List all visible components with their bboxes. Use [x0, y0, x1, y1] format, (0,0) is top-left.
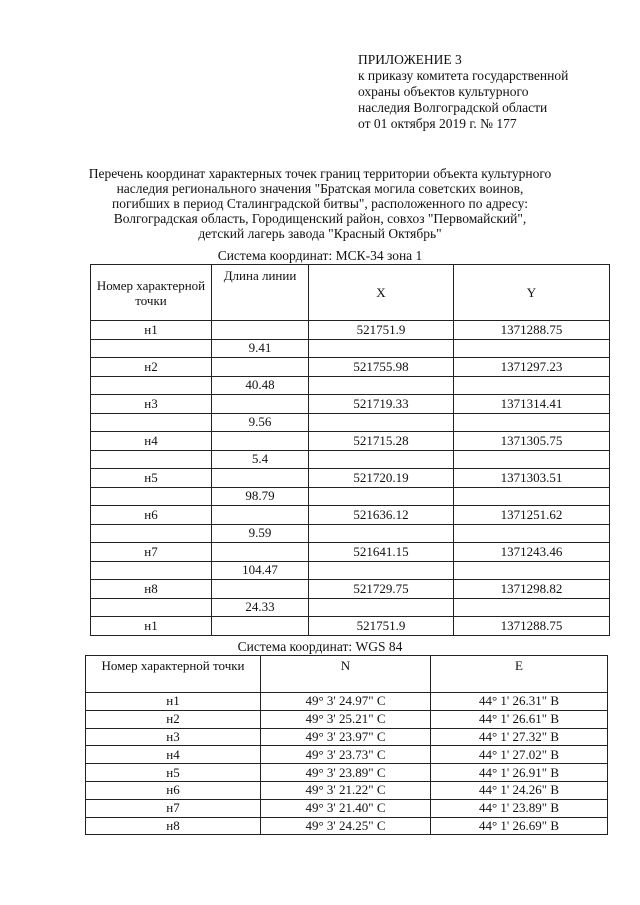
table-row	[86, 764, 608, 782]
segment-row	[91, 450, 610, 469]
document-heading	[70, 166, 570, 241]
table-row	[86, 817, 608, 835]
latitude-cell: 49° 3' 23.89" С	[261, 764, 431, 782]
segment-row	[91, 376, 610, 395]
empty-cell	[91, 376, 212, 395]
point-number-cell: н6	[86, 781, 261, 799]
longitude-cell: 44° 1' 26.91" В	[431, 764, 608, 782]
line-length-cell: 40.48	[212, 376, 309, 395]
empty-cell	[309, 561, 454, 580]
segment-row	[91, 413, 610, 432]
point-number-cell: н8	[86, 817, 261, 835]
x-coordinate-cell: 521719.33	[309, 395, 454, 414]
line-length-cell: 5.4	[212, 450, 309, 469]
empty-cell	[309, 413, 454, 432]
point-number-cell: н2	[91, 358, 212, 377]
x-coordinate-cell: 521715.28	[309, 432, 454, 451]
empty-cell	[212, 617, 309, 636]
header-line-length: Длина линии	[212, 265, 309, 321]
longitude-cell: 44° 1' 27.32" В	[431, 728, 608, 746]
x-coordinate-cell: 521729.75	[309, 580, 454, 599]
line-length-cell: 24.33	[212, 598, 309, 617]
empty-cell	[454, 487, 610, 506]
annex-title: ПРИЛОЖЕНИЕ 3	[358, 52, 462, 67]
point-number-cell: н3	[91, 395, 212, 414]
heading-line: погибших в период Сталинградской битвы", расположенного по адресу:	[112, 196, 528, 211]
point-number-cell: н8	[91, 580, 212, 599]
header-n: N	[261, 656, 431, 693]
longitude-cell: 44° 1' 23.89" В	[431, 799, 608, 817]
longitude-cell: 44° 1' 26.69" В	[431, 817, 608, 835]
header-point-number: Номер характерной точки	[86, 656, 261, 693]
empty-cell	[309, 376, 454, 395]
latitude-cell: 49° 3' 25.21" С	[261, 710, 431, 728]
segment-row	[91, 598, 610, 617]
latitude-cell: 49° 3' 24.25" С	[261, 817, 431, 835]
heading-line: наследия регионального значения "Братская могила советских воинов,	[116, 181, 524, 196]
heading-line: Волгоградская область, Городищенский район, совхоз "Первомайский",	[113, 211, 527, 226]
point-number-cell: н5	[86, 764, 261, 782]
point-number-cell: н1	[86, 693, 261, 711]
empty-cell	[454, 450, 610, 469]
annex-block	[358, 52, 568, 132]
table-row	[91, 395, 610, 414]
table-row	[91, 617, 610, 636]
latitude-cell: 49° 3' 23.73" С	[261, 746, 431, 764]
table-row	[86, 799, 608, 817]
x-coordinate-cell: 521720.19	[309, 469, 454, 488]
longitude-cell: 44° 1' 24.26" В	[431, 781, 608, 799]
table2-caption: Система координат: WGS 84	[237, 639, 403, 654]
table-row	[91, 580, 610, 599]
wgs84-coordinates-table	[85, 655, 608, 835]
line-length-cell: 104.47	[212, 561, 309, 580]
empty-cell	[91, 413, 212, 432]
x-coordinate-cell: 521641.15	[309, 543, 454, 562]
empty-cell	[309, 450, 454, 469]
empty-cell	[212, 321, 309, 340]
msk34-table-body	[91, 321, 610, 636]
empty-cell	[309, 598, 454, 617]
table-row	[86, 710, 608, 728]
table-row	[91, 506, 610, 525]
table-row	[91, 469, 610, 488]
y-coordinate-cell: 1371297.23	[454, 358, 610, 377]
x-coordinate-cell: 521751.9	[309, 617, 454, 636]
table-row	[91, 358, 610, 377]
table-row	[86, 728, 608, 746]
header-e: E	[431, 656, 608, 693]
empty-cell	[91, 487, 212, 506]
point-number-cell: н2	[86, 710, 261, 728]
segment-row	[91, 487, 610, 506]
empty-cell	[91, 339, 212, 358]
line-length-cell: 9.59	[212, 524, 309, 543]
empty-cell	[212, 543, 309, 562]
empty-cell	[212, 469, 309, 488]
point-number-cell: н5	[91, 469, 212, 488]
table-row	[86, 693, 608, 711]
empty-cell	[212, 358, 309, 377]
annex-line: наследия Волгоградской области	[358, 100, 548, 115]
empty-cell	[91, 561, 212, 580]
header-x: X	[309, 265, 454, 321]
empty-cell	[212, 432, 309, 451]
annex-date-line: от 01 октября 2019 г. № 177	[358, 116, 517, 131]
empty-cell	[454, 376, 610, 395]
latitude-cell: 49° 3' 21.22" С	[261, 781, 431, 799]
empty-cell	[454, 339, 610, 358]
line-length-cell: 9.41	[212, 339, 309, 358]
x-coordinate-cell: 521751.9	[309, 321, 454, 340]
empty-cell	[212, 580, 309, 599]
line-length-cell: 98.79	[212, 487, 309, 506]
y-coordinate-cell: 1371305.75	[454, 432, 610, 451]
annex-line: к приказу комитета государственной	[358, 68, 569, 83]
latitude-cell: 49° 3' 24.97" С	[261, 693, 431, 711]
table-row	[91, 432, 610, 451]
empty-cell	[212, 395, 309, 414]
heading-line: детский лагерь завода "Красный Октябрь"	[198, 226, 442, 241]
longitude-cell: 44° 1' 27.02" В	[431, 746, 608, 764]
empty-cell	[309, 487, 454, 506]
point-number-cell: н4	[91, 432, 212, 451]
empty-cell	[454, 561, 610, 580]
longitude-cell: 44° 1' 26.31" В	[431, 693, 608, 711]
y-coordinate-cell: 1371314.41	[454, 395, 610, 414]
empty-cell	[212, 506, 309, 525]
table-row	[86, 746, 608, 764]
heading-line: Перечень координат характерных точек границ территории объекта культурного	[88, 166, 552, 181]
latitude-cell: 49° 3' 23.97" С	[261, 728, 431, 746]
y-coordinate-cell: 1371243.46	[454, 543, 610, 562]
header-y: Y	[454, 265, 610, 321]
table1-caption: Система координат: МСК-34 зона 1	[217, 248, 423, 263]
latitude-cell: 49° 3' 21.40" С	[261, 799, 431, 817]
empty-cell	[454, 524, 610, 543]
line-length-cell: 9.56	[212, 413, 309, 432]
y-coordinate-cell: 1371251.62	[454, 506, 610, 525]
point-number-cell: н1	[91, 617, 212, 636]
y-coordinate-cell: 1371288.75	[454, 617, 610, 636]
x-coordinate-cell: 521636.12	[309, 506, 454, 525]
point-number-cell: н3	[86, 728, 261, 746]
empty-cell	[454, 598, 610, 617]
empty-cell	[91, 524, 212, 543]
x-coordinate-cell: 521755.98	[309, 358, 454, 377]
point-number-cell: н7	[86, 799, 261, 817]
annex-line: охраны объектов культурного	[358, 84, 529, 99]
point-number-cell: н1	[91, 321, 212, 340]
header-point-number: Номер характерной точки	[91, 265, 212, 321]
empty-cell	[454, 413, 610, 432]
table-row	[91, 543, 610, 562]
longitude-cell: 44° 1' 26.61" В	[431, 710, 608, 728]
empty-cell	[91, 598, 212, 617]
y-coordinate-cell: 1371298.82	[454, 580, 610, 599]
empty-cell	[309, 339, 454, 358]
msk34-coordinates-table	[90, 264, 610, 636]
y-coordinate-cell: 1371303.51	[454, 469, 610, 488]
table-row	[86, 781, 608, 799]
empty-cell	[91, 450, 212, 469]
y-coordinate-cell: 1371288.75	[454, 321, 610, 340]
empty-cell	[309, 524, 454, 543]
point-number-cell: н6	[91, 506, 212, 525]
point-number-cell: н4	[86, 746, 261, 764]
segment-row	[91, 524, 610, 543]
segment-row	[91, 339, 610, 358]
table-row	[91, 321, 610, 340]
point-number-cell: н7	[91, 543, 212, 562]
segment-row	[91, 561, 610, 580]
wgs84-table-body	[86, 693, 608, 835]
